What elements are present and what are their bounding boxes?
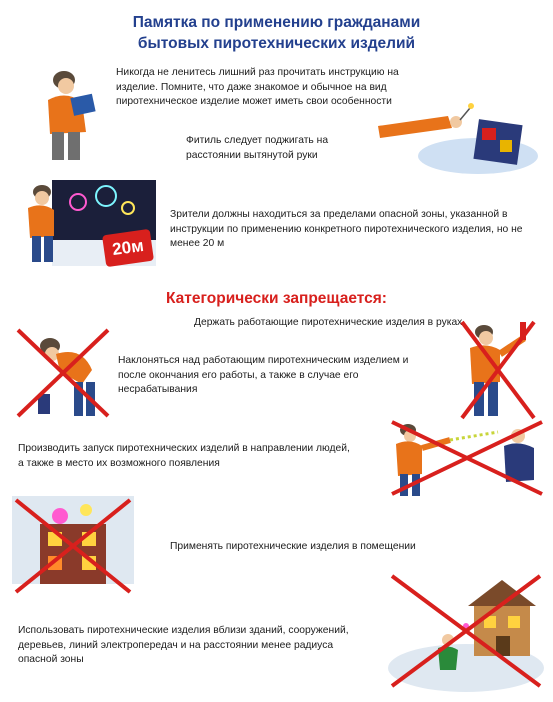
indoors-crossed-illustration	[12, 496, 134, 596]
prohibited-heading: Категорически запрещается:	[166, 290, 387, 307]
reading-man-illustration	[30, 62, 110, 162]
title-line-1: Памятка по применению гражданами	[132, 14, 421, 31]
tip-spectator-distance: Зрители должны находиться за пределами опасной зоны, указанной в инструкции по применению конкретного пиротехнического изделия, но не менее 20 м	[170, 209, 523, 249]
page-title	[0, 12, 553, 54]
leaning-over-crossed-illustration	[12, 324, 112, 420]
title-line-2: бытовых пиротехнических изделий	[137, 35, 416, 52]
prohibited-lean-over: Наклоняться над работающим пиротехническим изделием и после окончания его работы, а также в случае его несрабатывания	[118, 355, 409, 395]
prohibited-hold-in-hands: Держать работающие пиротехнические изделия в руках	[194, 317, 463, 328]
distance-badge: 20м	[102, 229, 154, 267]
prohibited-near-buildings: Использовать пиротехнические изделия вблизи зданий, сооружений, деревьев, линий электропередач и на расстоянии менее радиуса опасной зоны	[18, 625, 349, 665]
holding-firework-crossed-illustration	[458, 318, 538, 422]
arm-lighting-fuse-illustration	[378, 98, 543, 176]
aiming-at-people-crossed-illustration	[388, 418, 546, 498]
prohibited-aim-at-people: Производить запуск пиротехнических изделий в направлении людей, а также в место их возможного появления	[18, 443, 350, 469]
near-buildings-crossed-illustration	[386, 570, 546, 692]
prohibited-indoors: Применять пиротехнические изделия в помещении	[170, 541, 416, 552]
tip-read-instructions: Никогда не ленитесь лишний раз прочитать инструкцию на изделие. Помните, что даже знакомое и обычное на вид пиротехническое изделие может иметь свои особенности	[116, 67, 399, 107]
tip-fuse-distance: Фитиль следует поджигать на расстоянии вытянутой руки	[186, 135, 329, 161]
